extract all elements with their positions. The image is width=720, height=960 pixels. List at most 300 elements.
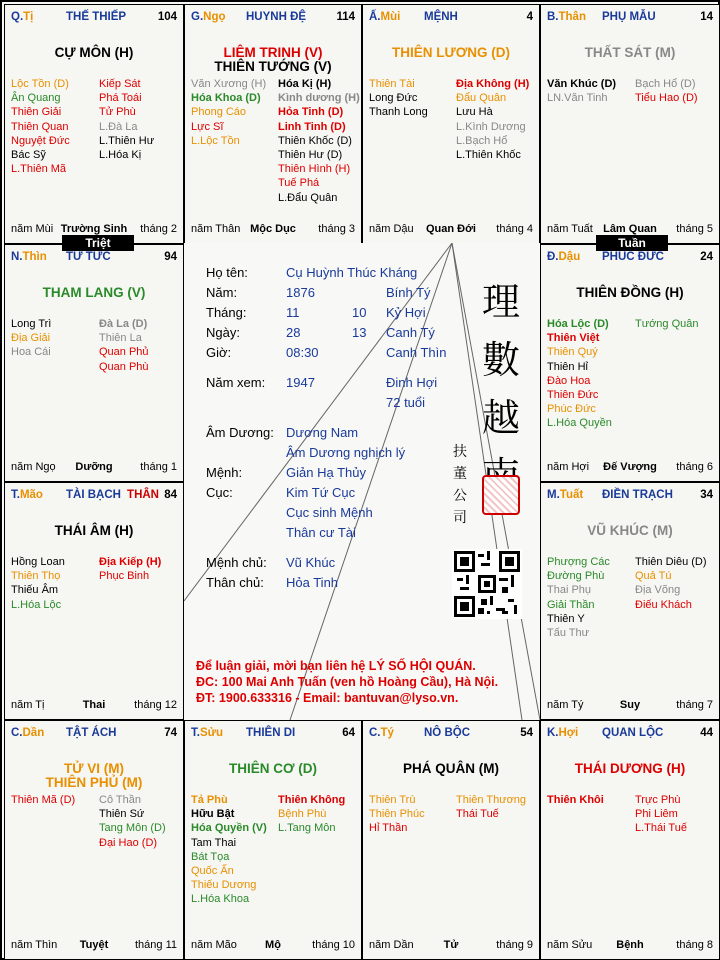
minor-star: L.Kình Dương — [456, 120, 526, 133]
palace-chi: Hợi — [558, 727, 579, 739]
minor-star: L.Hóa Quyền — [547, 417, 612, 430]
minor-star: Hữu Bật — [191, 808, 235, 821]
palace-tag: THÂN — [127, 489, 159, 501]
minor-stars-right — [456, 77, 529, 162]
minor-star: Địa Kiếp (H) — [99, 556, 162, 568]
palace-header — [11, 727, 177, 743]
palace-can: C. — [369, 727, 381, 739]
main-star: LIÊM TRINH (V) — [223, 45, 323, 60]
palace-name: PHỤ MẪU — [602, 11, 656, 23]
palace-chi: Ngọ — [203, 11, 226, 23]
minor-stars-left — [11, 793, 75, 807]
palace-can: C. — [11, 727, 23, 739]
footer-year: năm Thìn — [11, 939, 58, 951]
palace-chi: Thân — [558, 11, 586, 23]
ngay-am-value: 13 — [352, 325, 367, 340]
minor-star: Tướng Quân — [635, 318, 699, 330]
footer-month: tháng 4 — [496, 223, 533, 235]
palace-can: Đ. — [547, 251, 559, 263]
palace-dan — [4, 720, 184, 960]
minor-star: Phong Cáo — [191, 106, 247, 119]
minor-star: Hoa Cái — [11, 346, 51, 359]
tuan-badge: Tuần — [596, 235, 668, 251]
main-star: THIÊN LƯƠNG (D) — [392, 45, 510, 60]
palace-footer — [11, 461, 177, 475]
minor-star: Thiếu Âm — [11, 584, 59, 597]
than-chu-label: Thân chủ: — [206, 575, 264, 590]
footer-year: năm Tý — [547, 699, 584, 711]
minor-star: Thiên Hỉ — [547, 360, 588, 373]
cuc-label: Cục: — [206, 485, 233, 500]
palace-header — [11, 251, 177, 267]
palace-can: M. — [547, 489, 560, 501]
main-star: TỬ VI (M) — [64, 761, 124, 776]
palace-header — [547, 11, 713, 27]
menh-chu-label: Mệnh chủ: — [206, 555, 267, 570]
palace-footer — [191, 223, 355, 237]
qr-code[interactable] — [452, 549, 522, 619]
footer-month: tháng 2 — [140, 223, 177, 235]
minor-stars-left — [11, 555, 65, 612]
palace-name: TẬT ÁCH — [66, 727, 117, 739]
palace-can-chi — [11, 11, 33, 23]
palace-number: 104 — [157, 11, 177, 23]
cuc-value: Kim Tứ Cục — [286, 485, 356, 500]
footer-stage: Dưỡng — [75, 461, 113, 473]
nam-xem-value: 1947 — [286, 375, 315, 390]
palace-ti — [4, 4, 184, 244]
minor-star: Tang Môn (D) — [99, 822, 166, 835]
minor-star: Điếu Khách — [635, 598, 692, 611]
minor-star: Lực Sĩ — [191, 120, 224, 133]
main-star: THIÊN CƠ (D) — [228, 761, 317, 776]
minor-stars-right — [99, 555, 161, 583]
minor-star: L.Tang Môn — [278, 822, 336, 835]
palace-ngo — [184, 4, 362, 244]
contact-line-3: ĐT: 1900.633316 - Email: bantuvan@lyso.vn. — [196, 691, 459, 705]
palace-header — [11, 11, 177, 27]
palace-header — [547, 489, 713, 505]
minor-star: Hỉ Thần — [369, 822, 408, 835]
palace-can: Q. — [11, 11, 24, 23]
palace-number: 94 — [164, 251, 177, 263]
minor-star: Thiên Tài — [369, 78, 415, 90]
palace-header — [369, 727, 533, 743]
palace-mao — [4, 482, 184, 720]
minor-star: Tấu Thư — [547, 627, 590, 640]
palace-chi: Mùi — [380, 11, 401, 23]
palace-footer — [547, 939, 713, 953]
nam-can-value: Bính Tý — [386, 285, 431, 300]
palace-header — [11, 489, 177, 505]
palace-chi: Sửu — [199, 727, 223, 739]
minor-stars-right — [278, 77, 360, 205]
minor-star: Thiên Khôi — [547, 794, 604, 806]
main-star: THÁI DƯƠNG (H) — [574, 761, 686, 776]
palace-name: TỬ TỨC — [66, 251, 111, 263]
ho-ten-label: Họ tên: — [206, 265, 248, 280]
calligraphy-big — [476, 273, 526, 505]
footer-stage: Quan Đới — [426, 223, 476, 235]
minor-star: L.Thiên Hư — [99, 134, 155, 147]
palace-name: ĐIỀN TRẠCH — [602, 489, 673, 501]
minor-star: Bát Tọa — [191, 850, 230, 863]
minor-stars-left — [369, 77, 428, 120]
footer-month: tháng 11 — [134, 939, 177, 951]
minor-stars-left — [547, 77, 616, 105]
palace-can-chi — [369, 727, 394, 739]
minor-star: Quả Tú — [635, 570, 672, 583]
footer-month: tháng 3 — [318, 223, 355, 235]
minor-star: Thiên Y — [547, 612, 585, 625]
minor-star: Thiên Hư (D) — [278, 149, 343, 162]
minor-star: Quan Phù — [99, 360, 149, 373]
minor-stars-left — [191, 793, 267, 907]
minor-star: Thái Tuế — [456, 808, 499, 821]
gio-label: Giờ: — [206, 345, 232, 360]
palace-header — [191, 11, 355, 27]
footer-stage: Đế Vượng — [603, 461, 657, 473]
palace-can: Ấ. — [369, 11, 381, 23]
minor-star: Thiên Phúc — [369, 808, 425, 821]
footer-year: năm Mão — [191, 939, 237, 951]
minor-star: Hồng Loan — [11, 556, 65, 568]
minor-star: Bác Sỹ — [11, 149, 46, 162]
minor-star: Thiên Mã (D) — [11, 794, 76, 806]
nam-xem-can-value: Đinh Hợi — [386, 375, 438, 390]
main-star: THAM LANG (V) — [42, 285, 146, 300]
palace-number: 84 — [164, 489, 177, 501]
minor-star: L.Thái Tuế — [635, 822, 687, 835]
palace-number: 34 — [700, 489, 713, 501]
palace-footer — [11, 699, 177, 713]
thang-value: 11 — [286, 305, 300, 320]
calligraphy-small-2: 董 — [453, 466, 467, 482]
ngay-can-value: Canh Tý — [386, 325, 435, 340]
minor-stars-left — [191, 77, 266, 148]
minor-star: Ân Quang — [11, 92, 61, 105]
minor-stars-left — [547, 555, 610, 640]
minor-star: Hóa Khoa (D) — [191, 92, 261, 105]
palace-tuat — [540, 482, 720, 720]
calligraphy-small-1: 扶 — [453, 444, 467, 460]
minor-star: Địa Không (H) — [456, 78, 530, 90]
minor-star: LN.Văn Tinh — [547, 92, 608, 105]
minor-stars-right — [456, 793, 526, 821]
footer-month: tháng 10 — [312, 939, 355, 951]
main-star: THẤT SÁT (M) — [584, 45, 676, 60]
calligraphy-char-2: 數 — [481, 338, 520, 382]
minor-stars-right — [99, 793, 166, 850]
palace-number: 114 — [336, 11, 355, 23]
minor-star: Phá Toái — [99, 92, 142, 105]
minor-star: Thiên Việt — [547, 332, 600, 345]
minor-star: Thiên Thương — [456, 794, 527, 806]
palace-name: PHÚC ĐỨC — [602, 251, 664, 263]
palace-chi: Tuất — [559, 489, 584, 501]
contact-line-2: ĐC: 100 Mai Anh Tuấn (ven hồ Hoàng Cầu), Hà Nội. — [196, 675, 499, 689]
footer-year: năm Ngọ — [11, 461, 56, 473]
minor-stars-left — [547, 317, 612, 431]
palace-footer — [369, 939, 533, 953]
palace-chi: Thìn — [22, 251, 47, 263]
minor-star: Quan Phủ — [99, 346, 149, 359]
palace-footer — [191, 939, 355, 953]
calligraphy-small — [450, 441, 470, 529]
palace-mui — [362, 4, 540, 244]
palace-name: TÀI BẠCH — [66, 489, 121, 501]
minor-star: Kiếp Sát — [99, 78, 141, 90]
palace-can-chi — [547, 727, 578, 739]
minor-star: Thai Phụ — [547, 584, 592, 597]
footer-stage: Bệnh — [616, 939, 644, 951]
minor-star: Hóa Lộc (D) — [547, 318, 609, 330]
footer-stage: Lâm Quan — [603, 223, 657, 235]
main-star: CỰ MÔN (H) — [54, 45, 134, 60]
palace-can-chi — [369, 11, 400, 23]
palace-can: G. — [191, 11, 204, 23]
minor-star: L.Hóa Lộc — [11, 598, 62, 611]
footer-month: tháng 9 — [496, 939, 533, 951]
minor-star: Long Đức — [369, 92, 418, 105]
calligraphy-small-3: 公 — [453, 488, 467, 504]
minor-star: Lưu Hà — [456, 106, 493, 119]
minor-star: Thiên Quý — [547, 346, 598, 359]
ngay-value: 28 — [286, 325, 301, 340]
palace-can: T. — [191, 727, 200, 739]
footer-year: năm Sửu — [547, 939, 593, 951]
calligraphy-char-1: 理 — [481, 280, 520, 324]
footer-month: tháng 8 — [676, 939, 713, 951]
palace-number: 74 — [164, 727, 177, 739]
footer-month: tháng 6 — [676, 461, 713, 473]
palace-can-chi — [11, 489, 43, 501]
minor-star: Địa Võng — [635, 584, 681, 597]
am-duong-value-2: Âm Dương nghịch lý — [286, 445, 406, 460]
minor-star: Tả Phù — [191, 794, 228, 806]
am-duong-value: Dương Nam — [286, 425, 359, 440]
palace-can: K. — [547, 727, 559, 739]
minor-star: Lộc Tồn (D) — [11, 78, 69, 90]
minor-star: Thiên Thọ — [11, 570, 61, 583]
calligraphy-small-4: 司 — [453, 510, 467, 526]
red-seal — [482, 475, 520, 515]
minor-star: L.Hóa Khoa — [191, 893, 250, 906]
palace-header — [547, 251, 713, 267]
main-star: VŨ KHÚC (M) — [587, 523, 673, 538]
palace-chi: Tý — [380, 727, 394, 739]
minor-star: L.Lộc Tồn — [191, 134, 240, 147]
palace-number: 4 — [526, 11, 533, 23]
minor-star: Tiểu Hao (D) — [635, 92, 698, 105]
palace-number: 54 — [520, 727, 533, 739]
minor-star: Thiên Giải — [11, 106, 62, 119]
nam-value: 1876 — [286, 285, 315, 300]
palace-can-chi — [547, 489, 583, 501]
minor-stars-right — [99, 77, 154, 162]
minor-star: Thiếu Dương — [191, 879, 257, 892]
minor-star: Thiên Quan — [11, 120, 69, 133]
minor-star: Hóa Kị (H) — [278, 78, 332, 90]
minor-stars-left — [547, 793, 604, 807]
footer-month: tháng 7 — [676, 699, 713, 711]
palace-can: B. — [547, 11, 559, 23]
palace-name: NÔ BỘC — [424, 727, 470, 739]
footer-stage: Tuyệt — [79, 939, 109, 951]
nam-label: Năm: — [206, 285, 238, 300]
footer-stage: Mộ — [265, 939, 281, 951]
minor-star: Văn Xương (H) — [191, 78, 267, 90]
footer-stage: Trường Sinh — [60, 223, 128, 235]
minor-star: Đào Hoa — [547, 374, 591, 387]
thang-label: Tháng: — [206, 305, 247, 320]
palace-chi: Mão — [19, 489, 43, 501]
minor-star: Trực Phù — [635, 794, 681, 806]
qr-code-graphic — [454, 551, 520, 617]
menh-value: Giản Hạ Thủy — [286, 465, 366, 480]
minor-star: Thanh Long — [369, 106, 428, 119]
main-star: PHÁ QUÂN (M) — [403, 761, 499, 776]
cuc-value-3: Thân cư Tài — [286, 525, 356, 540]
palace-can: T. — [11, 489, 20, 501]
palace-than — [540, 4, 720, 244]
minor-stars-right — [635, 555, 707, 612]
palace-name: THẾ THIẾP — [66, 11, 127, 23]
minor-stars-left — [11, 77, 70, 176]
minor-star: Thiên Trù — [369, 794, 416, 806]
palace-can-chi — [11, 251, 47, 263]
minor-star: Thiên Đức — [547, 389, 599, 402]
minor-star: Địa Giải — [11, 332, 51, 345]
palace-thin — [4, 244, 184, 482]
center-info-panel — [184, 243, 540, 720]
minor-stars-right — [635, 77, 698, 105]
minor-star: L.Bạch Hổ — [456, 134, 508, 147]
footer-year: năm Thân — [191, 223, 241, 235]
minor-star: Giải Thần — [547, 598, 595, 611]
minor-star: Linh Tinh (D) — [278, 120, 346, 133]
minor-star: L.Đà La — [99, 120, 138, 133]
thang-can-value: Kỷ Hợi — [386, 305, 426, 320]
minor-stars-right — [278, 793, 345, 836]
palace-can-chi — [191, 11, 226, 23]
palace-number: 64 — [342, 727, 355, 739]
minor-star: Bạch Hổ (D) — [635, 78, 696, 90]
minor-star: Đà La (D) — [99, 318, 148, 330]
minor-star: Long Trì — [11, 318, 52, 330]
palace-can-chi — [11, 727, 44, 739]
minor-star: L.Hóa Kị — [99, 149, 142, 162]
footer-year: năm Tuất — [547, 223, 593, 235]
palace-chi: Dậu — [558, 251, 581, 263]
minor-star: Phục Binh — [99, 570, 150, 583]
minor-star: Thiên Khốc (D) — [278, 134, 352, 147]
than-chu-value: Hỏa Tinh — [286, 575, 339, 590]
palace-number: 24 — [700, 251, 713, 263]
minor-star: Bệnh Phù — [278, 808, 327, 821]
minor-star: Kình dương (H) — [278, 92, 360, 105]
menh-chu-value: Vũ Khúc — [286, 555, 336, 570]
main-star: THIÊN PHỦ (M) — [45, 775, 143, 790]
gio-value: 08:30 — [286, 345, 319, 360]
palace-dau — [540, 244, 720, 482]
palace-can-chi — [547, 11, 586, 23]
footer-stage: Tử — [443, 939, 459, 951]
footer-stage: Suy — [619, 699, 641, 711]
minor-star: Tử Phù — [99, 106, 136, 119]
minor-stars-left — [369, 793, 425, 836]
nam-xem-label: Năm xem: — [206, 375, 266, 390]
palace-header — [191, 727, 355, 743]
minor-star: Đẩu Quân — [456, 92, 507, 105]
minor-stars-right — [99, 317, 149, 374]
minor-star: Cô Thần — [99, 794, 141, 806]
gio-can-value: Canh Thìn — [386, 345, 447, 360]
palace-name: THIÊN DI — [246, 727, 296, 739]
minor-star: Thiên La — [99, 332, 142, 345]
palace-footer — [369, 223, 533, 237]
minor-star: L.Đẩu Quân — [278, 191, 338, 204]
palace-header — [547, 727, 713, 743]
minor-star: Đường Phù — [547, 570, 605, 583]
main-star: THIÊN TƯỚNG (V) — [214, 59, 332, 74]
minor-star: Tuế Phá — [278, 177, 320, 190]
contact-line-1: Để luận giải, mời bạn liên hệ LÝ SỐ HỘI QUÁN. — [196, 659, 476, 673]
minor-star: Tam Thai — [191, 836, 237, 849]
minor-star: L.Thiên Mã — [11, 163, 67, 176]
minor-star: Thiên Hình (H) — [278, 163, 351, 176]
palace-footer — [11, 939, 177, 953]
minor-star: Hỏa Tinh (D) — [278, 106, 344, 119]
palace-name: QUAN LỘC — [602, 727, 664, 739]
palace-hoi — [540, 720, 720, 960]
palace-name: MỆNH — [424, 11, 458, 23]
palace-footer — [547, 461, 713, 475]
palace-can-chi — [547, 251, 580, 263]
minor-star: Phi Liêm — [635, 808, 678, 821]
minor-star: Thiên Diêu (D) — [635, 556, 707, 568]
palace-header — [369, 11, 533, 27]
footer-month: tháng 12 — [134, 699, 177, 711]
palace-number: 14 — [700, 11, 713, 23]
footer-month: tháng 1 — [140, 461, 177, 473]
palace-name: HUYNH ĐỆ — [246, 11, 307, 23]
minor-star: Nguyệt Đức — [11, 134, 70, 147]
minor-star: Thiên Sứ — [99, 808, 145, 821]
footer-year: năm Dậu — [369, 223, 414, 235]
main-star: THIÊN ĐỒNG (H) — [576, 285, 684, 300]
tuoi-value: 72 tuổi — [386, 395, 426, 410]
cuc-value-2: Cục sinh Mệnh — [286, 505, 373, 520]
minor-star: Hóa Quyền (V) — [191, 822, 267, 835]
minor-star: Đại Hao (D) — [99, 836, 158, 849]
footer-stage: Mộc Dục — [250, 223, 296, 235]
palace-chi: Dần — [22, 727, 45, 739]
ngay-label: Ngày: — [206, 325, 240, 340]
minor-stars-right — [635, 317, 699, 331]
palace-ty — [362, 720, 540, 960]
am-duong-label: Âm Dương: — [206, 425, 274, 440]
calligraphy-char-3: 越 — [481, 396, 520, 440]
palace-can: N. — [11, 251, 23, 263]
footer-stage: Thai — [82, 699, 106, 711]
palace-footer — [547, 699, 713, 713]
minor-star: Văn Khúc (D) — [547, 78, 617, 90]
palace-number: 44 — [700, 727, 713, 739]
minor-stars-left — [11, 317, 51, 360]
palace-chi: Tị — [23, 11, 34, 23]
minor-stars-right — [635, 793, 687, 836]
